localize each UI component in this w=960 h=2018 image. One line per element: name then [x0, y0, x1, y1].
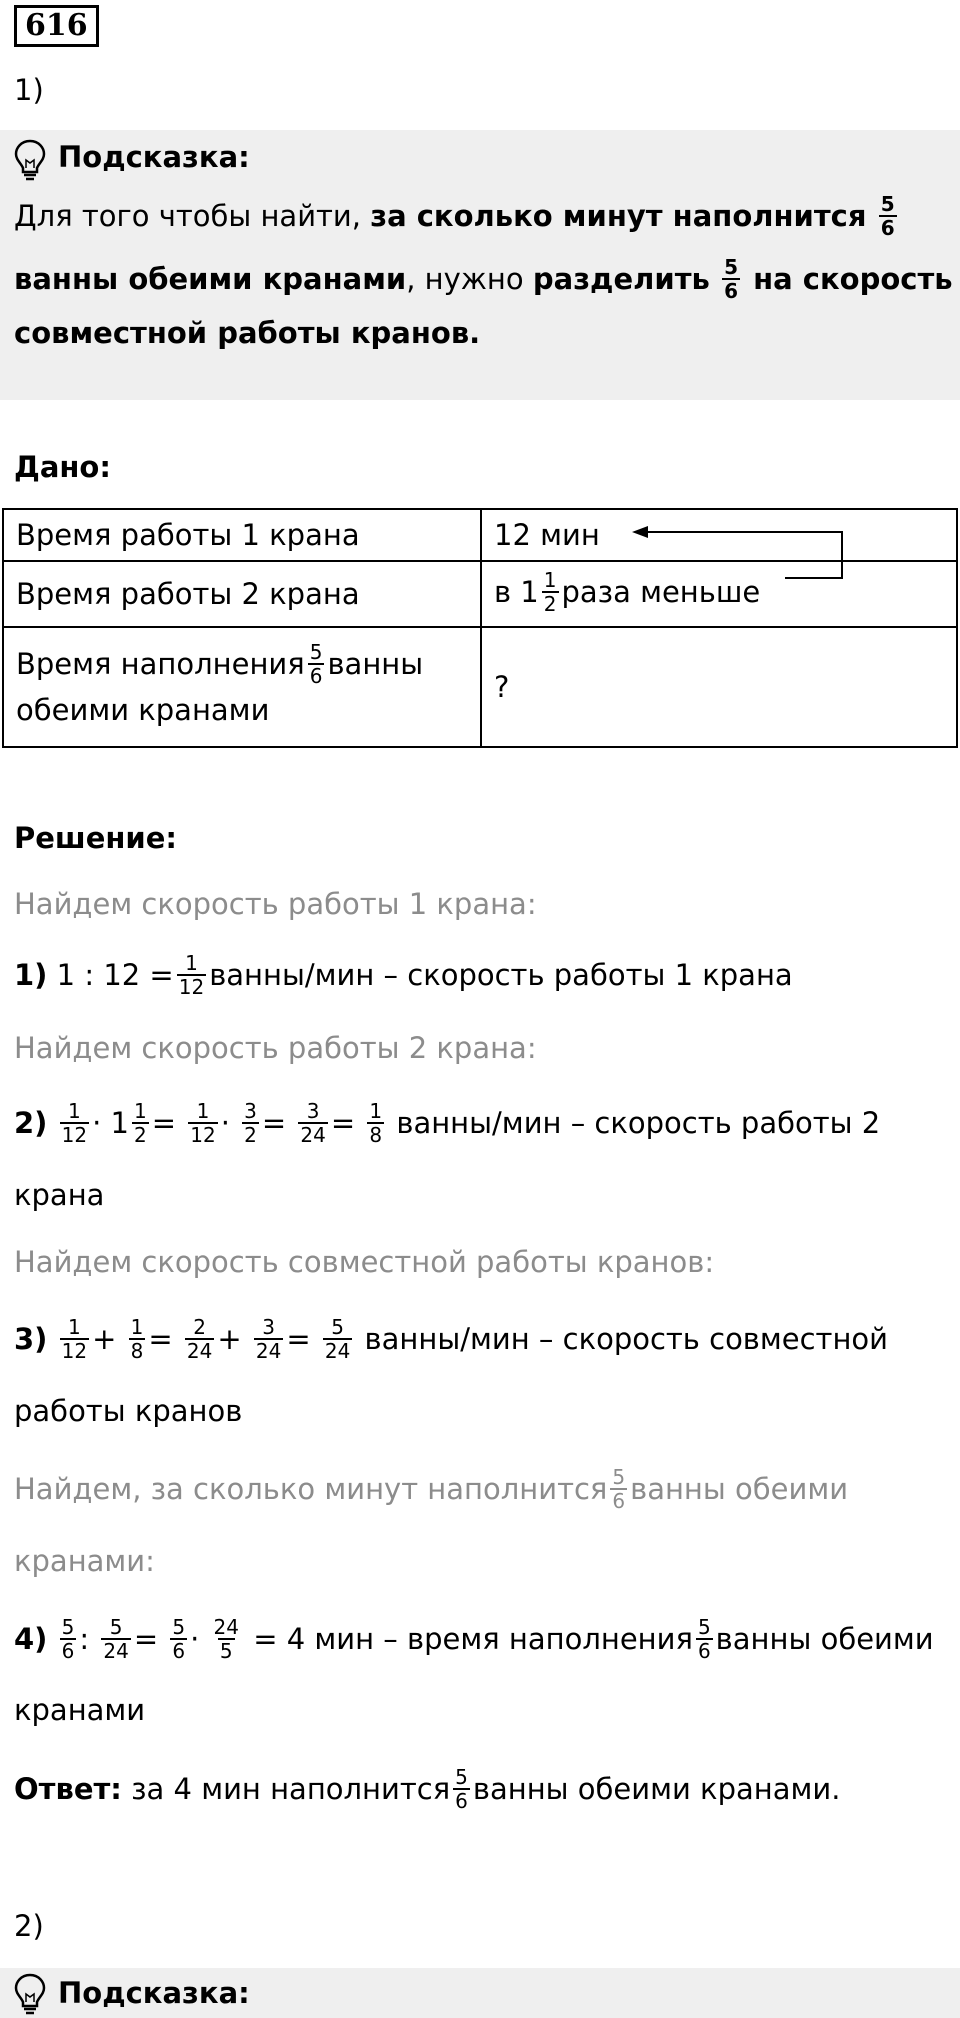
cell-r1c2: 12 мин: [481, 509, 957, 561]
hint-box-2: [0, 1968, 960, 2018]
step-3-hint: Найдем скорость совместной работы кранов:: [14, 1245, 715, 1279]
step-4-hint: Найдем, за сколько минут наполнится $\frac{5}{6}$ ванны обеими: [14, 1465, 849, 1513]
step-4-hint-cont: кранами:: [14, 1544, 155, 1578]
lightbulb-icon: [12, 138, 48, 182]
part-1-label: 1): [14, 73, 44, 107]
step-1: 1) 1 : 12 = $\frac{1}{12}$ ванны/мин – скорость работы 1 крана: [14, 951, 793, 999]
hint-line-3: совместной работы кранов.: [14, 316, 481, 350]
lightbulb-icon: [12, 1972, 48, 2016]
problem-number: 616: [14, 5, 99, 47]
given-title: Дано:: [14, 450, 111, 484]
cell-r2c1: Время работы 2 крана: [3, 561, 481, 627]
reference-arrow: [630, 520, 850, 590]
cell-r2c2: в 1 $\frac{1}{2}$ раза меньше: [481, 561, 957, 627]
step-1-hint: Найдем скорость работы 1 крана:: [14, 887, 537, 921]
step-2-hint: Найдем скорость работы 2 крана:: [14, 1031, 537, 1065]
solution-title: Решение:: [14, 821, 178, 855]
hint-line-2: ванны обеими кранами, нужно разделить $\frac{5}{6}$ на скорость: [14, 255, 953, 303]
step-4: 4) $\frac{5}{6}$ : $\frac{5}{24}$ = $\frac{5}{6}$ · $\frac{24}{5}$ = 4 мин – время наполнения $\frac{5}{6}$ ванны обеими: [14, 1615, 934, 1663]
hint-title: Подсказка:: [58, 140, 250, 174]
answer: Ответ: за 4 мин наполнится $\frac{5}{6}$ ванны обеими кранами.: [14, 1765, 841, 1813]
step-4-cont: кранами: [14, 1693, 146, 1727]
hint-line-1: Для того чтобы найти, за сколько минут наполнится $\frac{5}{6}$: [14, 192, 895, 240]
part-2-label: 2): [14, 1909, 44, 1943]
step-3-cont: работы кранов: [14, 1394, 243, 1428]
cell-r3c2: ?: [481, 627, 957, 747]
hint-title-2: Подсказка:: [58, 1976, 250, 2010]
step-3: 3) $\frac{1}{12}$ + $\frac{1}{8}$ = $\frac{2}{24}$ + $\frac{3}{24}$ = $\frac{5}{24}$ ванны/мин – скорость совместной: [14, 1315, 889, 1363]
step-2-cont: крана: [14, 1178, 105, 1212]
step-2: 2) $\frac{1}{12}$ · 1 $\frac{1}{2}$ = $\frac{1}{12}$ · $\frac{3}{2}$ = $\frac{3}{24}$ = $\frac{1}{8}$ ванны/мин – скорость работы 2: [14, 1099, 881, 1147]
cell-r3c1: Время наполнения $\frac{5}{6}$ ванны обеими кранами: [3, 627, 481, 747]
cell-r1c1: Время работы 1 крана: [3, 509, 481, 561]
hint-box: [0, 130, 960, 400]
